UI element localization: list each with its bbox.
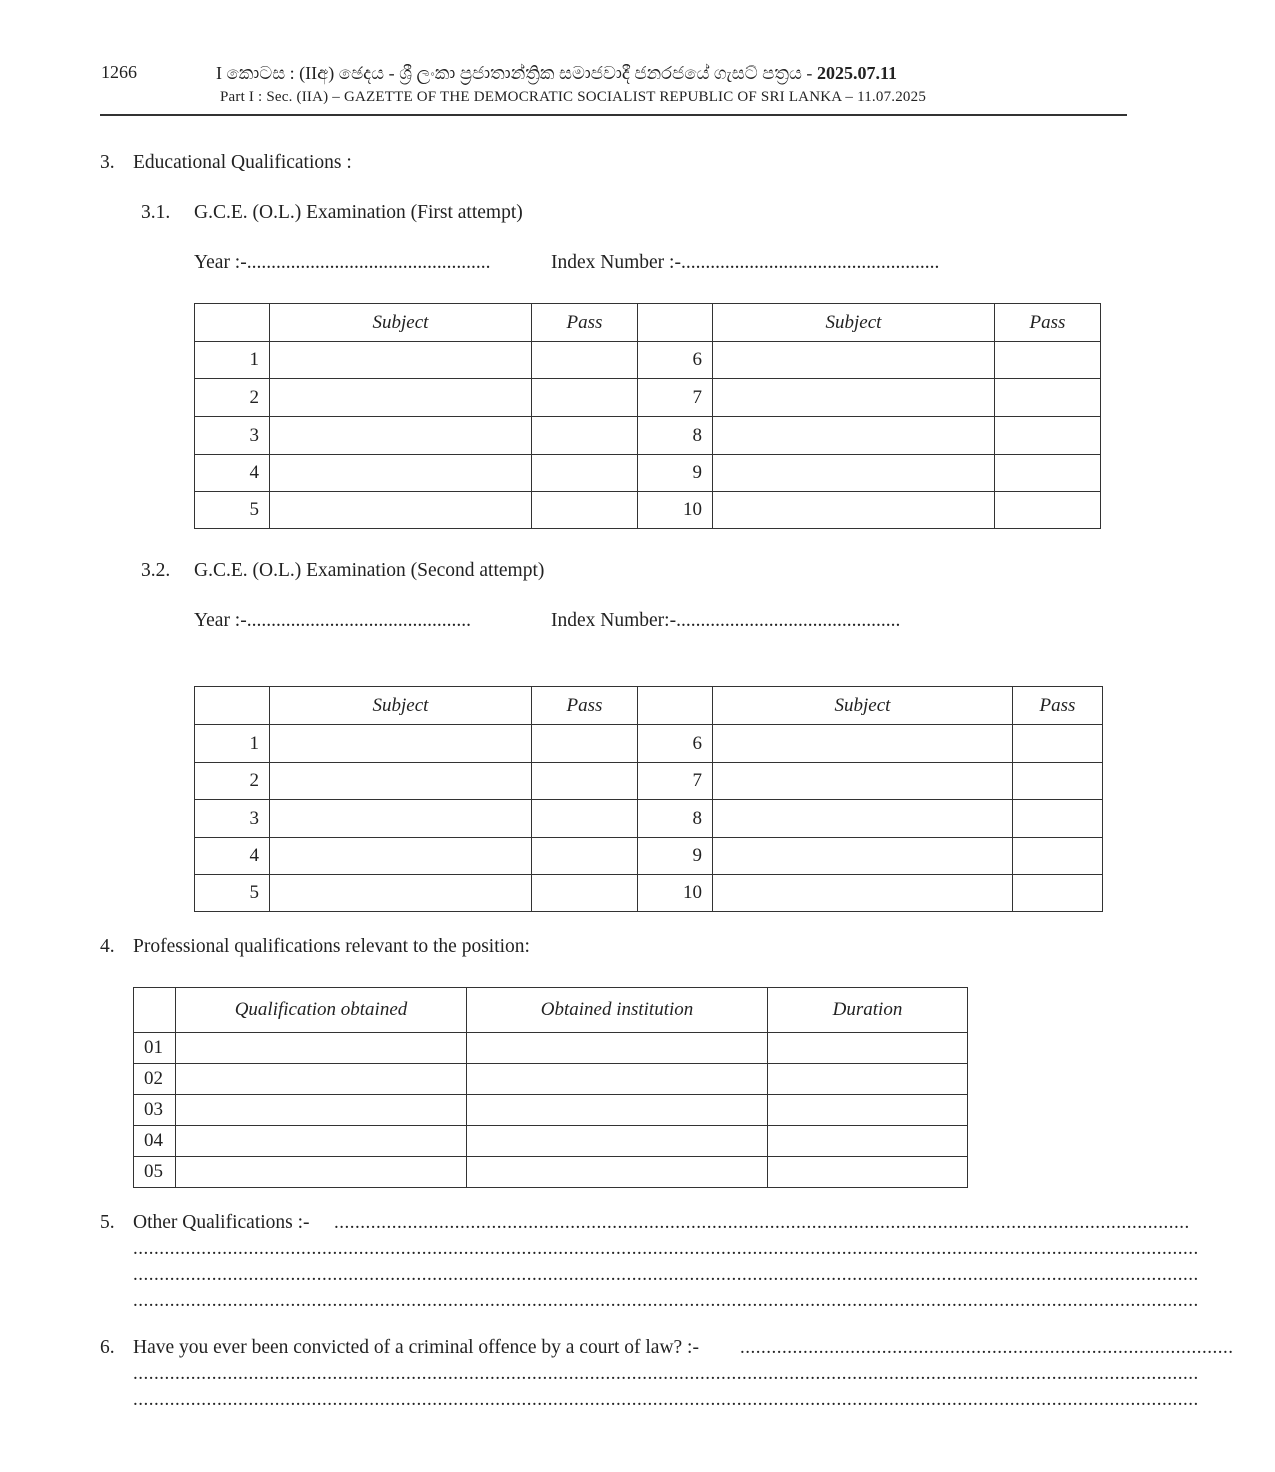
subject-cell[interactable]	[270, 417, 532, 455]
page-number: 1266	[101, 62, 137, 82]
pass-cell[interactable]	[1013, 725, 1103, 763]
row-number: 5	[195, 875, 270, 912]
row-number: 3	[195, 800, 270, 838]
row-number: 7	[638, 379, 713, 417]
section-6-answer-line[interactable]: ..............................................................................................	[740, 1337, 1234, 1358]
qualification-cell[interactable]	[176, 1095, 467, 1126]
pass-cell[interactable]	[532, 875, 638, 912]
pass-cell[interactable]	[532, 763, 638, 800]
row-number: 8	[638, 417, 713, 455]
pass-cell[interactable]	[995, 455, 1101, 492]
subject-cell[interactable]	[713, 838, 1013, 875]
section-3-2-heading: G.C.E. (O.L.) Examination (Second attempt)	[194, 560, 545, 581]
table-row	[195, 763, 1103, 800]
header-title-english: Part I : Sec. (IIA) – GAZETTE OF THE DEMOCRATIC SOCIALIST REPUBLIC OF SRI LANKA – 11.07.2025	[220, 89, 927, 105]
row-number: 1	[195, 725, 270, 763]
table-header-row	[134, 988, 968, 1033]
table-row	[195, 838, 1103, 875]
table-header-blank	[638, 687, 713, 725]
pass-cell[interactable]	[1013, 800, 1103, 838]
table-row	[195, 379, 1101, 417]
pass-cell[interactable]	[532, 455, 638, 492]
row-number: 4	[195, 838, 270, 875]
pass-cell[interactable]	[532, 417, 638, 455]
section-6-number: 6.	[100, 1337, 115, 1358]
section-3-2-index-field[interactable]: Index Number:-..............................................	[551, 610, 901, 631]
table-header-blank	[195, 304, 270, 342]
subject-cell[interactable]	[713, 342, 995, 379]
section-3-1-year-field[interactable]: Year :-..................................................	[194, 252, 491, 273]
subject-cell[interactable]	[270, 838, 532, 875]
row-number: 10	[638, 875, 713, 912]
section-5-answer-line[interactable]: ...........................................................................................................................................................................................................	[133, 1238, 1199, 1259]
subject-cell[interactable]	[270, 875, 532, 912]
header-rule	[100, 114, 1127, 116]
subject-cell[interactable]	[713, 763, 1013, 800]
row-number: 03	[134, 1095, 176, 1126]
table-header-blank	[638, 304, 713, 342]
subject-cell[interactable]	[270, 800, 532, 838]
table-header-subject: Subject	[713, 304, 995, 342]
subject-cell[interactable]	[270, 455, 532, 492]
header-title-sinhala-text: I කොටස : (IIඅ) ඡෙදය - ශ්‍රී ලංකා ප්‍රජාතාන්ත්‍රික සමාජවාදී ජනරජයේ ගැසට් පත්‍රය -	[216, 63, 813, 83]
table-row	[195, 417, 1101, 455]
subject-cell[interactable]	[270, 725, 532, 763]
subject-cell[interactable]	[713, 492, 995, 529]
header-date-sinhala: 2025.07.11	[816, 63, 897, 83]
subject-cell[interactable]	[270, 342, 532, 379]
pass-cell[interactable]	[995, 492, 1101, 529]
subject-cell[interactable]	[713, 379, 995, 417]
row-number: 6	[638, 342, 713, 379]
table-header-row	[195, 304, 1101, 342]
row-number: 7	[638, 763, 713, 800]
header-title-sinhala	[216, 63, 897, 84]
pass-cell[interactable]	[532, 342, 638, 379]
section-5-answer-line[interactable]: ...........................................................................................................................................................................................................	[133, 1264, 1199, 1285]
section-5-number: 5.	[100, 1212, 115, 1233]
table-header-blank	[195, 687, 270, 725]
subject-cell[interactable]	[270, 492, 532, 529]
duration-cell[interactable]	[768, 1126, 968, 1157]
section-5-answer-line[interactable]: ...................................................................................................................................................................	[334, 1212, 1190, 1233]
subject-cell[interactable]	[270, 379, 532, 417]
section-6-question: Have you ever been convicted of a criminal offence by a court of law? :-	[133, 1337, 699, 1358]
table-row	[134, 1095, 968, 1126]
table-row	[195, 875, 1103, 912]
pass-cell[interactable]	[995, 342, 1101, 379]
qualification-cell[interactable]	[176, 1126, 467, 1157]
pass-cell[interactable]	[995, 379, 1101, 417]
institution-cell[interactable]	[467, 1126, 768, 1157]
pass-cell[interactable]	[532, 379, 638, 417]
pass-cell[interactable]	[532, 492, 638, 529]
table-row	[134, 1064, 968, 1095]
section-5-answer-line[interactable]: ...........................................................................................................................................................................................................	[133, 1290, 1199, 1311]
table-header-qualification: Qualification obtained	[176, 988, 467, 1033]
pass-cell[interactable]	[995, 417, 1101, 455]
duration-cell[interactable]	[768, 1033, 968, 1064]
section-4-heading: Professional qualifications relevant to the position:	[133, 936, 530, 957]
pass-cell[interactable]	[532, 800, 638, 838]
subject-cell[interactable]	[713, 417, 995, 455]
row-number: 2	[195, 763, 270, 800]
subject-cell[interactable]	[270, 763, 532, 800]
section-5-heading: Other Qualifications :-	[133, 1212, 310, 1233]
section-3-heading: Educational Qualifications :	[133, 152, 352, 173]
section-4-number: 4.	[100, 936, 115, 957]
table-header-pass: Pass	[995, 304, 1101, 342]
section-6-answer-line[interactable]: ...........................................................................................................................................................................................................	[133, 1389, 1199, 1410]
section-6-answer-line[interactable]: ...........................................................................................................................................................................................................	[133, 1363, 1199, 1384]
row-number: 10	[638, 492, 713, 529]
pass-cell[interactable]	[1013, 875, 1103, 912]
table-header-pass: Pass	[532, 304, 638, 342]
subject-cell[interactable]	[713, 875, 1013, 912]
table-header-duration: Duration	[768, 988, 968, 1033]
row-number: 3	[195, 417, 270, 455]
subject-cell[interactable]	[713, 455, 995, 492]
ol-first-attempt-table	[194, 303, 1101, 529]
row-number: 5	[195, 492, 270, 529]
institution-cell[interactable]	[467, 1095, 768, 1126]
qualification-cell[interactable]	[176, 1033, 467, 1064]
pass-cell[interactable]	[1013, 763, 1103, 800]
ol-second-attempt-table	[194, 686, 1103, 912]
table-header-subject: Subject	[270, 304, 532, 342]
table-row	[195, 725, 1103, 763]
row-number: 4	[195, 455, 270, 492]
table-header-pass: Pass	[532, 687, 638, 725]
pass-cell[interactable]	[532, 838, 638, 875]
row-number: 02	[134, 1064, 176, 1095]
row-number: 6	[638, 725, 713, 763]
section-3-number: 3.	[100, 152, 115, 173]
row-number: 8	[638, 800, 713, 838]
table-header-subject: Subject	[713, 687, 1013, 725]
section-3-1-number: 3.1.	[141, 202, 171, 223]
subject-cell[interactable]	[713, 800, 1013, 838]
institution-cell[interactable]	[467, 1157, 768, 1188]
section-3-2-number: 3.2.	[141, 560, 171, 581]
duration-cell[interactable]	[768, 1095, 968, 1126]
duration-cell[interactable]	[768, 1064, 968, 1095]
row-number: 01	[134, 1033, 176, 1064]
table-row	[195, 800, 1103, 838]
table-header-institution: Obtained institution	[467, 988, 768, 1033]
row-number: 05	[134, 1157, 176, 1188]
pass-cell[interactable]	[1013, 838, 1103, 875]
section-3-1-heading: G.C.E. (O.L.) Examination (First attempt)	[194, 202, 523, 223]
table-header-row	[195, 687, 1103, 725]
section-3-2-year-field[interactable]: Year :-..............................................	[194, 610, 471, 631]
table-header-subject: Subject	[270, 687, 532, 725]
table-row	[195, 342, 1101, 379]
institution-cell[interactable]	[467, 1033, 768, 1064]
table-header-pass: Pass	[1013, 687, 1103, 725]
row-number: 9	[638, 455, 713, 492]
professional-qualifications-table	[133, 987, 968, 1188]
institution-cell[interactable]	[467, 1064, 768, 1095]
qualification-cell[interactable]	[176, 1064, 467, 1095]
table-row	[134, 1126, 968, 1157]
subject-cell[interactable]	[713, 725, 1013, 763]
row-number: 04	[134, 1126, 176, 1157]
section-3-1-index-field[interactable]: Index Number :-.....................................................	[551, 252, 940, 273]
duration-cell[interactable]	[768, 1157, 968, 1188]
table-row	[134, 1033, 968, 1064]
pass-cell[interactable]	[532, 725, 638, 763]
row-number: 9	[638, 838, 713, 875]
row-number: 2	[195, 379, 270, 417]
table-row	[195, 492, 1101, 529]
table-row	[195, 455, 1101, 492]
row-number: 1	[195, 342, 270, 379]
table-header-blank	[134, 988, 176, 1033]
table-row	[134, 1157, 968, 1188]
qualification-cell[interactable]	[176, 1157, 467, 1188]
